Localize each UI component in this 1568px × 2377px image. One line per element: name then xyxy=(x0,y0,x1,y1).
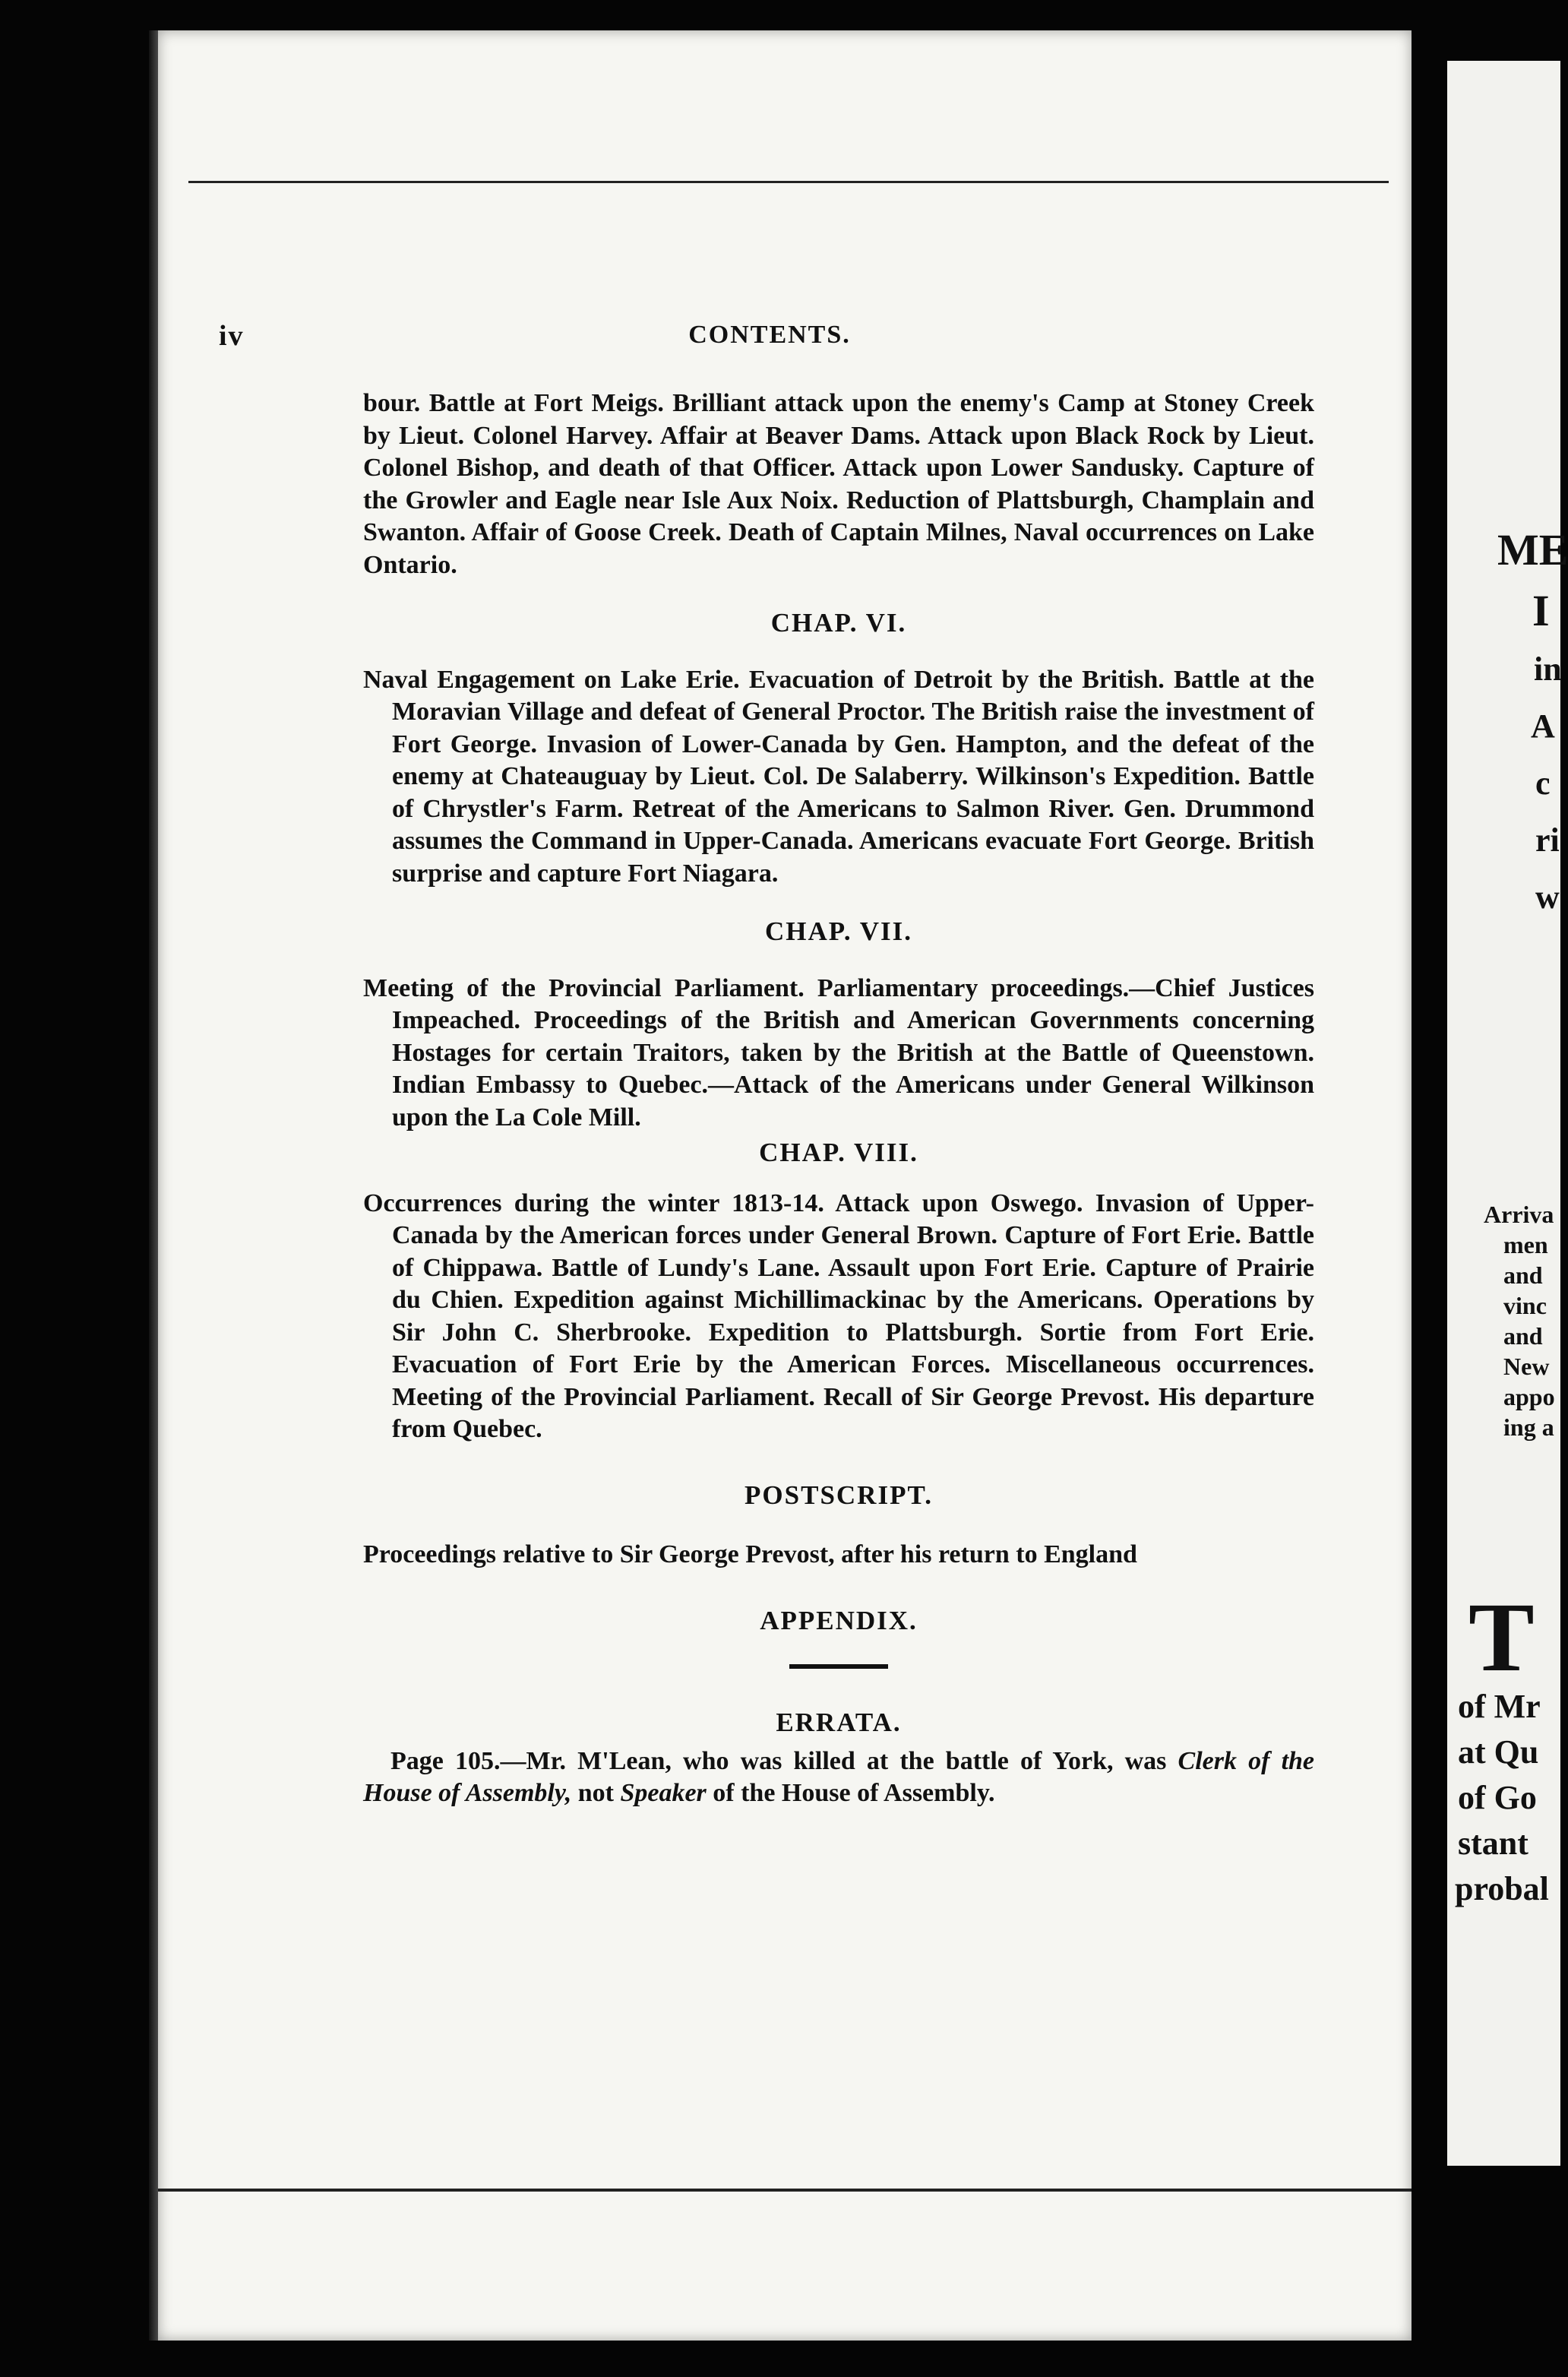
errata-line: Page 105.—Mr. M'Lean, who was killed at the battle of York, was xyxy=(390,1746,1167,1775)
contents-body xyxy=(363,388,1314,1810)
adjacent-text-fragment: A xyxy=(1531,707,1555,745)
bottom-page-edge xyxy=(158,2189,1412,2192)
chapter-viii-summary: Occurrences during the winter 1813-14. Attack upon Oswego. Invasion of Upper-Canada by the American forces under General Brown. Capture of Fort Erie. Battle of Chippawa. Battle of Lundy's Lane. Assault upon Fort Erie. Capture of Prairie du Chien. Expedition against Michillimackinac by the Americans. Operations by Sir John C. Sherbrooke. Expedition to Plattsburgh. Sortie from Fort Erie. Evacuation of Fort Erie by the American Forces. Miscellaneous occurrences. Meeting of the Provincial Parliament. Recall of Sir George Prevost. His departure from Quebec. xyxy=(363,1188,1314,1443)
adjacent-text-fragment: probal xyxy=(1455,1870,1549,1907)
adjacent-text-fragment: vinc xyxy=(1503,1292,1547,1319)
running-head: CONTENTS. xyxy=(688,321,851,349)
postscript-heading: POSTSCRIPT. xyxy=(744,1480,933,1510)
top-ornamental-rule xyxy=(188,181,1389,183)
adjacent-text-fragment: I xyxy=(1532,586,1550,635)
adjacent-text-fragment: ME xyxy=(1497,525,1568,574)
adjacent-text-fragment: and xyxy=(1503,1261,1543,1289)
adjacent-text-fragment: and xyxy=(1503,1322,1543,1350)
section-divider xyxy=(789,1664,888,1669)
errata-clerk: Clerk of the House of Assembly, xyxy=(363,1746,1315,1807)
page-header xyxy=(219,319,1320,365)
appendix-heading: APPENDIX. xyxy=(760,1605,918,1635)
postscript-summary: Proceedings relative to Sir George Prevost, after his return to England xyxy=(363,1540,1137,1568)
errata-not: not xyxy=(571,1779,621,1807)
adjacent-text-fragment: c xyxy=(1535,764,1551,802)
chapter-v-continuation: bour. Battle at Fort Meigs. Brilliant attack upon the enemy's Camp at Stoney Creek by Lieut. Colonel Harvey. Affair at Beaver Dams. Attack upon Black Rock by Lieut. Colonel Bishop, and death of that Officer. Attack upon Lower Sandusky. Capture of the Growler and Eagle near Isle Aux Noix. Reduction of Plattsburgh, Champlain and Swanton. Affair of Goose Creek. Death of Captain Milnes, Naval occurrences on Lake Ontario. xyxy=(363,389,1314,579)
adjacent-text-fragment: New xyxy=(1503,1353,1550,1380)
adjacent-page-fragment xyxy=(1447,61,1568,2166)
chapter-vii-heading: CHAP. VII. xyxy=(764,916,913,946)
adjacent-text-fragment: of Mr xyxy=(1458,1688,1541,1725)
adjacent-text-fragment: ri xyxy=(1535,821,1560,859)
adjacent-drop-cap: T xyxy=(1468,1583,1535,1692)
adjacent-text-fragment: w xyxy=(1535,878,1560,916)
adjacent-text-fragment: stant xyxy=(1458,1825,1528,1862)
adjacent-text-fragment: appo xyxy=(1503,1383,1555,1410)
page-number: iv xyxy=(219,320,245,352)
errata-speaker: Speaker xyxy=(620,1779,707,1807)
adjacent-text-fragment: at Qu xyxy=(1458,1733,1539,1771)
adjacent-text-fragment: in xyxy=(1534,650,1562,688)
chapter-vi-heading: CHAP. VI. xyxy=(770,608,907,638)
chapter-viii-heading: CHAP. VIII. xyxy=(759,1138,918,1167)
adjacent-text-fragment: Arriva xyxy=(1484,1201,1554,1228)
chapter-vi-summary: Naval Engagement on Lake Erie. Evacuation of Detroit by the British. Battle at the Moravian Village and defeat of General Proctor. The British raise the investment of Fort George. Invasion of Lower-Canada by Gen. Hampton, and the defeat of the enemy at Chateauguay by Lieut. Col. De Salaberry. Wilkinson's Expedition. Battle of Chrystler's Farm. Retreat of the Americans to Salmon River. Gen. Drummond assumes the Command in Upper-Canada. Americans evacuate Fort George. British surprise and capture Fort Niagara. xyxy=(363,665,1314,888)
adjacent-text-fragment: of Go xyxy=(1458,1779,1537,1816)
errata-tail: of the House of Assembly. xyxy=(706,1779,995,1807)
adjacent-text-fragment: ing a xyxy=(1503,1413,1554,1441)
adjacent-text-fragment: men xyxy=(1503,1231,1548,1258)
errata-heading: ERRATA. xyxy=(776,1708,902,1737)
chapter-vii-summary: Meeting of the Provincial Parliament. Parliamentary proceedings.—Chief Justices Impeached. Proceedings of the British and American Governments concerning Hostages for certain Traitors, taken by the British at the Battle of Queenstown. Indian Embassy to Quebec.—Attack of the Americans under General Wilkinson upon the La Cole Mill. xyxy=(363,973,1314,1132)
errata-note xyxy=(363,1746,1314,1810)
